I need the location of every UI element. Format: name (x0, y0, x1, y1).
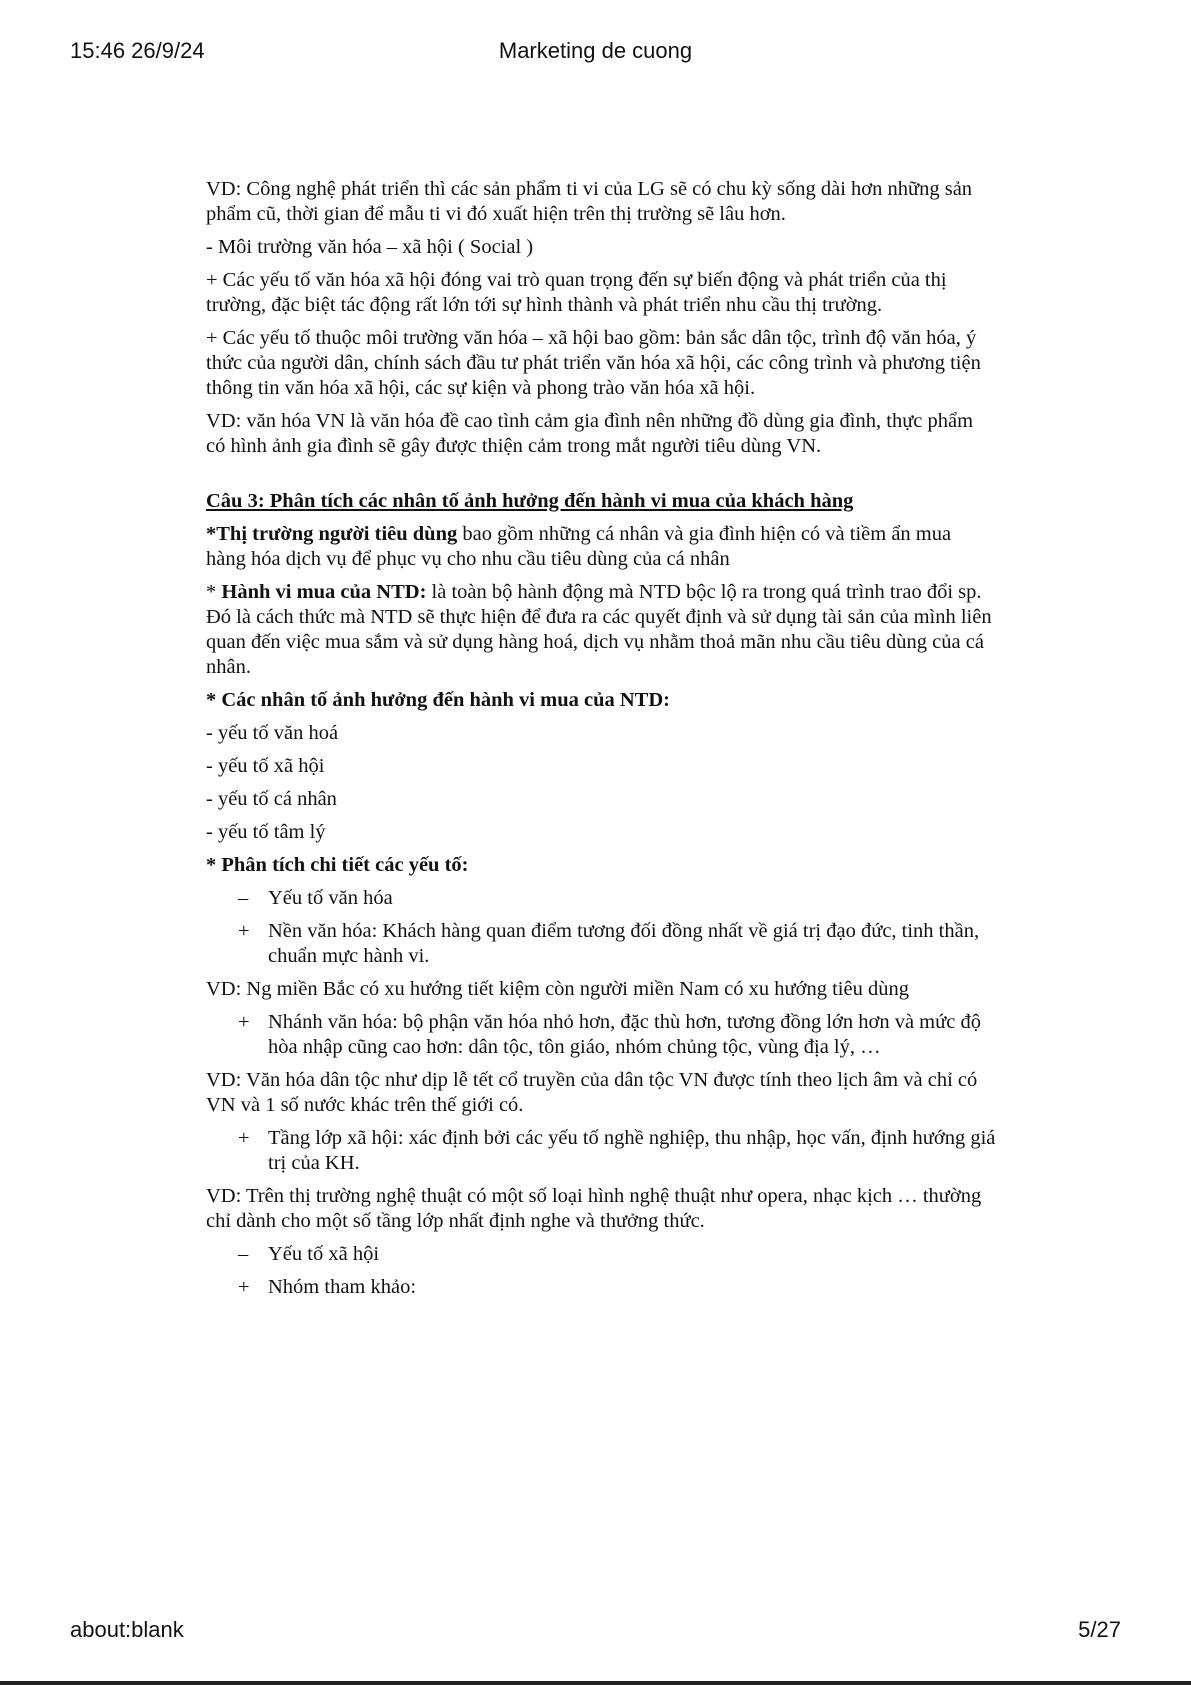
print-datetime: 15:46 26/9/24 (70, 38, 205, 63)
list-item-text: Nhóm tham khảo: (268, 1276, 417, 1298)
list-item (238, 886, 996, 911)
paragraph: VD: Ng miền Bắc có xu hướng tiết kiệm còn người miền Nam có xu hướng tiêu dùng (206, 978, 909, 1000)
bottom-divider (0, 1681, 1191, 1685)
list-item-text: Yếu tố xã hội (268, 1243, 380, 1265)
dash-marker: – (238, 1243, 249, 1265)
paragraph (206, 522, 996, 572)
list-item: - yếu tố cá nhân (206, 788, 337, 810)
list-item (238, 919, 996, 969)
bold-term: *Thị trường người tiêu dùng (206, 523, 458, 545)
plus-marker: + (238, 1276, 250, 1298)
plus-marker: + (238, 920, 250, 942)
plus-marker: + (238, 1127, 250, 1149)
list-item-text: Nền văn hóa: Khách hàng quan điểm tương đối đồng nhất về giá trị đạo đức, tinh thần, chuẩn mực hành vi. (268, 920, 980, 967)
list-item: - yếu tố xã hội (206, 755, 325, 777)
paragraph: VD: Trên thị trường nghệ thuật có một số loại hình nghệ thuật như opera, nhạc kịch … thường chỉ dành cho một số tầng lớp nhất định nghe và thưởng thức. (206, 1185, 982, 1232)
dash-marker: – (238, 887, 249, 909)
paragraph-text: bao gồm những cá nhân và gia đình hiện có và tiềm ẩn mua hàng hóa dịch vụ để phục vụ cho nhu cầu tiêu dùng của cá nhân (206, 523, 952, 570)
list-item-text: Nhánh văn hóa: bộ phận văn hóa nhỏ hơn, đặc thù hơn, tương đồng lớn hơn và mức độ hòa nhập cũng cao hơn: dân tộc, tôn giáo, nhóm chủng tộc, vùng địa lý, … (268, 1011, 981, 1058)
paragraph-text: là toàn bộ hành động mà NTD bộc lộ ra trong quá trình trao đổi sp. Đó là cách thức mà NTD sẽ thực hiện để đưa ra các quyết định và sử dụng tài sản của mình liên quan đến việc mua sắm và sử dụng hàng hoá, dịch vụ nhằm thoả mãn nhu cầu tiêu dùng của cá nhân. (206, 581, 992, 678)
page-number: 5/27 (1078, 1617, 1121, 1642)
section-heading: Câu 3: Phân tích các nhân tố ảnh hưởng đến hành vi mua của khách hàng (206, 490, 854, 512)
list-item: - yếu tố văn hoá (206, 722, 339, 744)
bullet-star: * (206, 581, 222, 603)
paragraph: + Các yếu tố văn hóa xã hội đóng vai trò quan trọng đến sự biến động và phát triển của thị trường, đặc biệt tác động rất lớn tới sự hình thành và phát triển nhu cầu thị trường. (206, 269, 947, 316)
list-item-text: Tầng lớp xã hội: xác định bởi các yếu tố nghề nghiệp, thu nhập, học vấn, định hướng giá trị của KH. (268, 1127, 996, 1174)
subheading-text: * Phân tích chi tiết các yếu tố: (206, 854, 469, 876)
subheading-text: * Các nhân tố ảnh hưởng đến hành vi mua của NTD: (206, 689, 670, 711)
list-item-text: Yếu tố văn hóa (268, 887, 393, 909)
paragraph: - Môi trường văn hóa – xã hội ( Social ) (206, 236, 534, 258)
plus-marker: + (238, 1011, 250, 1033)
subheading (206, 688, 996, 713)
document-body (206, 177, 996, 1308)
page-title: Marketing de cuong (498, 38, 693, 63)
paragraph: VD: văn hóa VN là văn hóa đề cao tình cảm gia đình nên những đồ dùng gia đình, thực phẩm có hình ảnh gia đình sẽ gây được thiện cảm trong mắt người tiêu dùng VN. (206, 410, 974, 457)
paragraph: VD: Văn hóa dân tộc như dịp lễ tết cổ truyền của dân tộc VN được tính theo lịch âm và chỉ có VN và 1 số nước khác trên thế giới có. (206, 1069, 978, 1116)
paragraph: + Các yếu tố thuộc môi trường văn hóa – xã hội bao gồm: bản sắc dân tộc, trình độ văn hóa, ý thức của người dân, chính sách đầu tư phát triển văn hóa xã hội, các công trình và phương tiện thông tin văn hóa xã hội, các sự kiện và phong trào văn hóa xã hội. (206, 327, 981, 399)
paragraph: VD: Công nghệ phát triển thì các sản phẩm ti vi của LG sẽ có chu kỳ sống dài hơn những sản phẩm cũ, thời gian để mẫu ti vi đó xuất hiện trên thị trường sẽ lâu hơn. (206, 178, 973, 225)
list-item (238, 1126, 996, 1176)
bold-term: Hành vi mua của NTD: (221, 581, 427, 603)
paragraph (206, 580, 996, 680)
subheading (206, 853, 996, 878)
list-item (238, 1242, 996, 1267)
list-item (238, 1275, 996, 1300)
list-item (238, 1010, 996, 1060)
list-item: - yếu tố tâm lý (206, 821, 326, 843)
page-url: about:blank (70, 1617, 184, 1642)
